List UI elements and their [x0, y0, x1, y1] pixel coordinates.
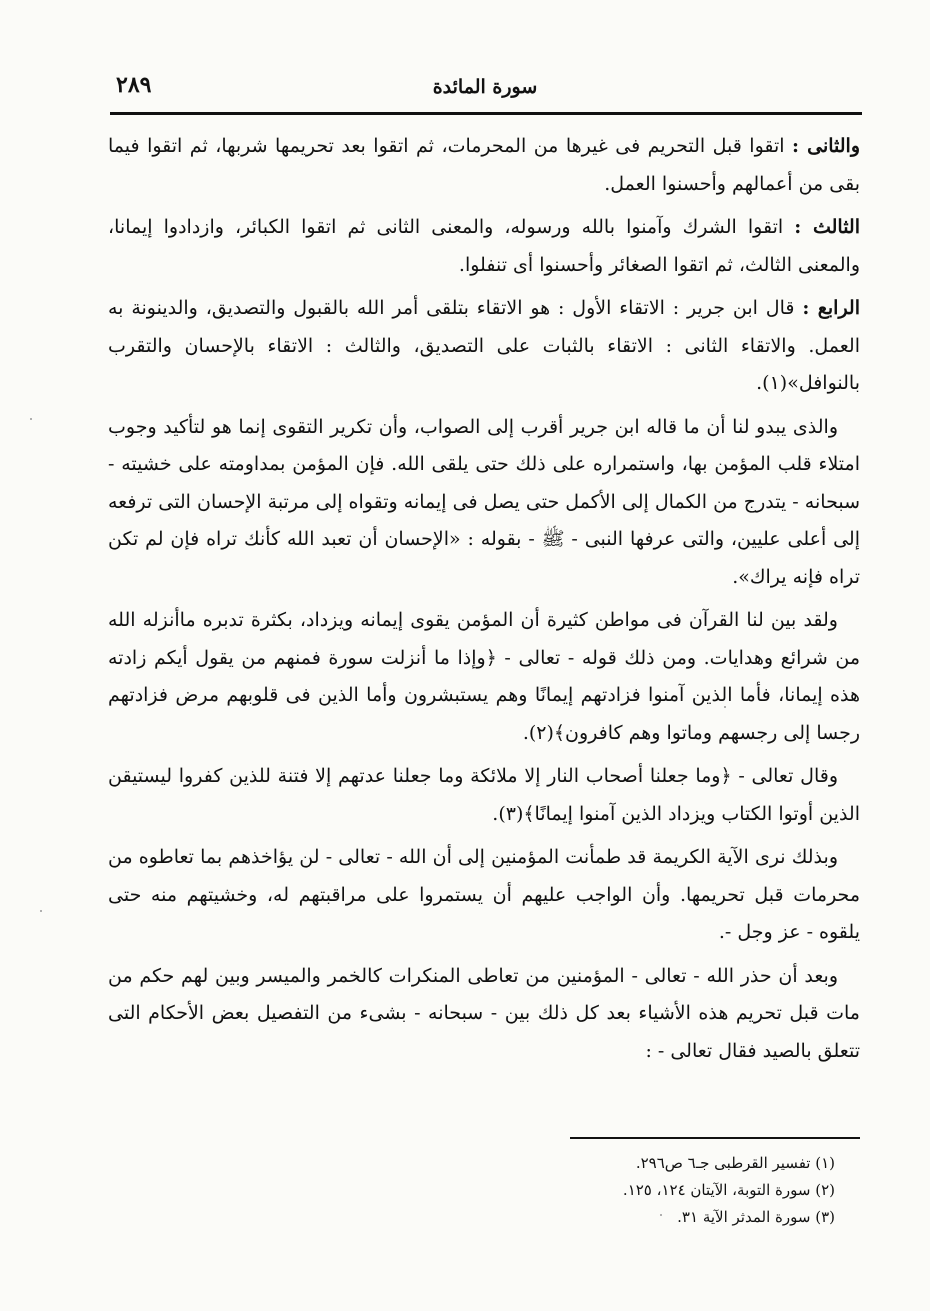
- scan-speck: [40, 910, 42, 912]
- footnote-3: (٣) سورة المدثر الآية ٣١.: [677, 1208, 835, 1226]
- footnote-1: (١) تفسير القرطبى جـ٦ ص٢٩٦.: [635, 1154, 835, 1172]
- paragraph: [108, 958, 860, 1071]
- paragraph-text: ولقد بين لنا القرآن فى مواطن كثيرة أن المؤمن يقوى إيمانه ويزداد، بكثرة تدبره ماأنزله الله من شرائع وهدايات. ومن ذلك قوله - تعالى - ﴿وإذا ما أنزلت سورة فمنهم من يقول أيكم زادته هذه إيمانا، فأما الذين آمنوا فزادتهم إيمانًا وهم يستبشرون وأما الذين فى قلوبهم مرض فزادتهم رجسا إلى رجسهم وماتوا وهم كافرون﴾(٢).: [108, 609, 860, 744]
- paragraph-second-meaning: [108, 128, 860, 203]
- paragraph-text: اتقوا الشرك وآمنوا بالله ورسوله، والمعنى الثانى ثم اتقوا الكبائر، وازدادوا إيمانا، والمعنى الثالث، ثم اتقوا الصغائر وأحسنوا أى تنفلوا.: [108, 216, 860, 276]
- paragraph-third-meaning: [108, 209, 860, 284]
- footnote-2: (٢) سورة التوبة، الآيتان ١٢٤، ١٢٥.: [622, 1181, 835, 1199]
- main-text: [108, 128, 860, 1076]
- scan-speck: [724, 706, 726, 708]
- paragraph: [108, 758, 860, 833]
- header-divider: [110, 112, 862, 115]
- page-header: [110, 70, 860, 110]
- paragraph-lead: الثالث :: [794, 216, 861, 238]
- paragraph-text: وقال تعالى - ﴿وما جعلنا أصحاب النار إلا ملائكة وما جعلنا عدتهم إلا فتنة للذين كفروا ليستيقن الذين أوتوا الكتاب ويزداد الذين آمنوا إيمانًا﴾(٣).: [108, 765, 860, 825]
- page-title: سورة المائدة: [432, 76, 538, 98]
- paragraph-text: اتقوا قبل التحريم فى غيرها من المحرمات، ثم اتقوا بعد تحريمها شربها، ثم اتقوا فيما بقى من أعمالهم وأحسنوا العمل.: [108, 135, 860, 195]
- scan-speck: [30, 418, 32, 420]
- paragraph: [108, 839, 860, 952]
- paragraph-text: والذى يبدو لنا أن ما قاله ابن جرير أقرب إلى الصواب، وأن تكرير التقوى إنما هو لتأكيد وجوب امتلاء قلب المؤمن بها، واستمراره على ذلك حتى يلقى الله. فإن المؤمن بمداومته على خشيته - سبحانه - يتدرج من الكمال إلى الأكمل حتى يصل فى إيمانه وتقواه إلى مرتبة الإحسان التى ترفعه إلى أعلى عليين، والتى عرفها النبى - ﷺ - بقوله : «الإحسان أن تعبد الله كأنك تراه فإن لم تكن تراه فإنه يراك».: [108, 415, 860, 588]
- paragraph-fourth-meaning: [108, 290, 860, 403]
- paragraph-lead: الرابع :: [802, 297, 860, 319]
- scan-speck: [660, 1214, 662, 1216]
- paragraph: [108, 602, 860, 752]
- paragraph-text: وبذلك نرى الآية الكريمة قد طمأنت المؤمنين إلى أن الله - تعالى - لن يؤاخذهم بما تعاطوه من محرمات قبل تحريمها. وأن الواجب عليهم أن يستمروا على مراقبتهم له، وخشيتهم منه حتى يلقوه - عز وجل -.: [108, 846, 860, 943]
- paragraph-text: قال ابن جرير : الاتقاء الأول : هو الاتقاء بتلقى أمر الله بالقبول والتصديق، والدينونة به العمل. والاتقاء الثانى : الاتقاء بالثبات على التصديق، والثالث : الاتقاء بالإحسان والتقرب بالنوافل»(١).: [108, 297, 860, 394]
- paragraph: [108, 409, 860, 597]
- footnote-divider: [570, 1137, 860, 1139]
- page-number: ٢٨٩: [116, 72, 152, 98]
- paragraph-text: وبعد أن حذر الله - تعالى - المؤمنين من تعاطى المنكرات كالخمر والميسر وبين لهم حكم من مات قبل تحريم هذه الأشياء بعد كل ذلك بين - سبحانه - بشىء من التفصيل بعض الأحكام التى تتعلق بالصيد فقال تعالى - :: [108, 964, 860, 1062]
- footnotes: [455, 1150, 835, 1231]
- paragraph-lead: والثانى :: [792, 135, 860, 157]
